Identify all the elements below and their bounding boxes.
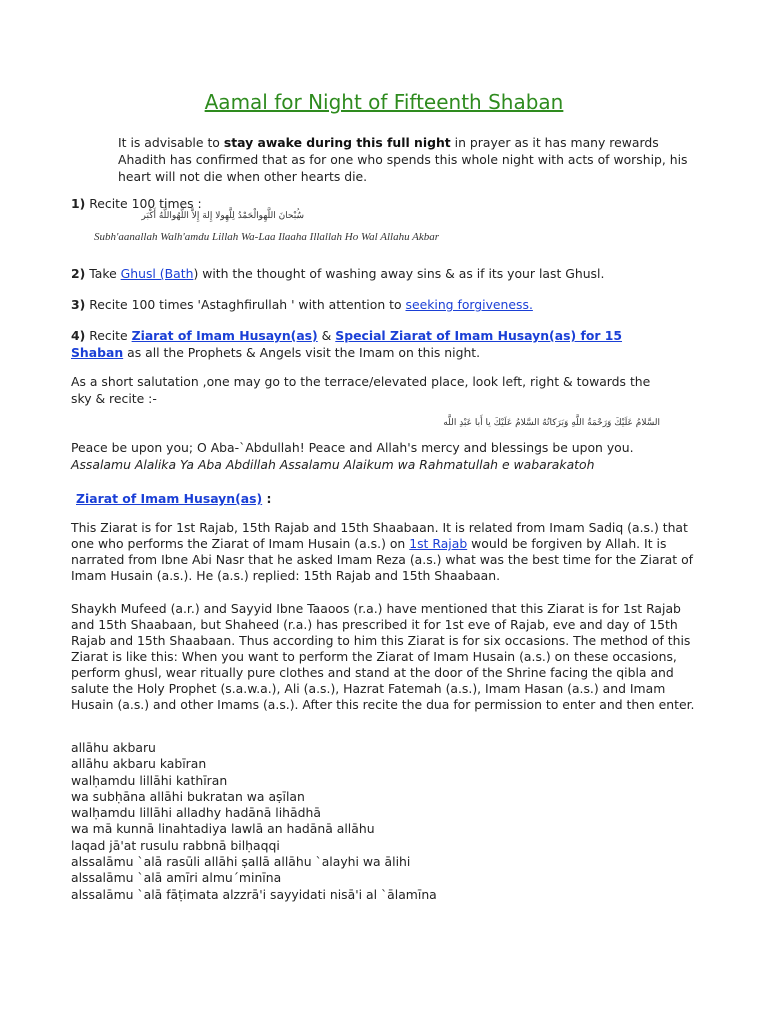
step-1-number: 1) xyxy=(71,196,86,211)
step-1-transliteration: Subh'aanallah Walh'amdu Lillah Wa-Laa Ilaaha Illallah Ho Wal Allahu Akbar xyxy=(94,231,440,243)
step-3 xyxy=(71,297,533,314)
step-3-number: 3) xyxy=(71,297,86,312)
dua-line: walḥamdu lillāhi alladhy hadānā lihādhā xyxy=(71,805,321,821)
first-rajab-link[interactable]: 1st Rajab xyxy=(409,536,468,551)
step-4-text-post: as all the Prophets & Angels visit the Imam on this night. xyxy=(123,344,481,360)
salutation-intro: As a short salutation ,one may go to the terrace/elevated place, look left, right & towards the sky & recite :- xyxy=(71,374,651,406)
dua-line: allāhu akbaru xyxy=(71,740,156,755)
intro-text-pre: It is advisable to xyxy=(118,135,224,150)
step-2-number: 2) xyxy=(71,266,86,281)
dua-line: alssalāmu `alā fāṭimata alzzrā'i sayyidati nisā'i al `ālamīna xyxy=(71,886,437,902)
salutation-arabic: السَّلامُ عَلَيْكَ وَرَحْمَةُ اللَّهِ وَبَرَكاتُهُ السَّلامُ عَلَيْكَ يا أَبا عَبْدِ اللَّه xyxy=(443,418,660,428)
seeking-forgiveness-link[interactable]: seeking forgiveness. xyxy=(405,297,533,312)
step-2 xyxy=(71,266,604,283)
intro-bold-text: stay awake during this full night xyxy=(223,135,451,150)
step-3-text: Recite 100 times 'Astaghfirullah ' with attention to xyxy=(85,297,406,312)
section-colon: : xyxy=(262,491,272,506)
step-4-text-pre: Recite xyxy=(85,328,132,343)
page-title: Aamal for Night of Fifteenth Shaban xyxy=(204,90,564,114)
dua-line: laqad jā'at rusulu rabbnā bilḥaqqi xyxy=(71,837,280,853)
ziarat-paragraph-2: Shaykh Mufeed (a.r.) and Sayyid Ibne Taaoos (r.a.) have mentioned that this Ziarat is for 1st Rajab and 15th Shaabaan, but Shaheed (r.a.) has prescribed it for 1st eve of Rajab, eve and day of 15th Rajab and 15th Shaabaan. Thus according to him this Ziarat is for six occasions. The method of this Ziarat is like this: When you want to perform the Ziarat of Imam Husain (a.s.) on these occasions, perform ghusl, wear ritually pure clothes and stand at the door of the Shrine facing the qibla and salute the Holy Prophet (s.a.w.a.), Ali (a.s.), Hazrat Fatemah (a.s.), Imam Hasan (a.s.) and Imam Husain (a.s.) and other Imams (a.s.). After this recite the dua for permission to enter and then enter. xyxy=(71,601,695,712)
dua-line: alssalāmu `alā amīri almu´minīna xyxy=(71,870,282,886)
step-4-number: 4) xyxy=(71,328,86,343)
ziarat-imam-husayn-link[interactable]: Ziarat of Imam Husayn(as) xyxy=(131,328,318,343)
section-ziarat-link[interactable]: Ziarat of Imam Husayn(as) xyxy=(76,491,263,506)
salutation-translation xyxy=(71,440,651,473)
para-1-text-post: would be forgiven by Allah. It is narrated from Ibne Abi Nasr that he asked Imam Reza (a.s.) what was the best time for the Ziarat of Imam Husain (a.s.). He (a.s.) replied: 15th Rajab and 15th Shaabaan. xyxy=(71,536,694,583)
dua-lines xyxy=(71,740,437,903)
step-4 xyxy=(71,328,631,361)
step-1-arabic: سُبْحانَ اللَّهِوالْحَمْدُ لِلَّهِولا إِلهَ إِلاَّ اللَّهُواللَّهُ أَكْبَر xyxy=(141,211,304,221)
special-ziarat-link[interactable]: Special Ziarat of Imam Husayn(as) for 15 Shaban xyxy=(71,328,623,360)
para-1-text-pre: This Ziarat is for 1st Rajab, 15th Rajab and 15th Shaabaan. It is related from Imam Sadiq (a.s.) that one who performs the Ziarat of Imam Husain (a.s.) on xyxy=(71,520,688,551)
section-heading xyxy=(76,491,271,508)
ghusl-link[interactable]: Ghusl (Bath xyxy=(120,266,194,281)
intro-paragraph xyxy=(118,134,708,185)
step-2-text-pre: Take xyxy=(85,266,121,281)
dua-line: allāhu akbaru kabīran xyxy=(71,756,207,772)
step-1-text: Recite 100 times : xyxy=(85,196,202,211)
step-2-text-post: ) with the thought of washing away sins & as if its your last Ghusl. xyxy=(193,266,605,281)
ziarat-paragraph-1 xyxy=(71,520,701,584)
dua-line: walḥamdu lillāhi kathīran xyxy=(71,772,228,788)
dua-line: wa mā kunnā linahtadiya lawlā an hadānā allāhu xyxy=(71,821,375,837)
dua-line: alssalāmu `alā rasūli allāhi ṣallā allāhu `alayhi wa ālihi xyxy=(71,854,411,870)
step-4-text-mid: & xyxy=(317,328,336,343)
dua-line: wa subḥāna allāhi bukratan wa aṣīlan xyxy=(71,788,305,804)
intro-text-post: in prayer as it has many rewards Ahadith has confirmed that as for one who spends this whole night with acts of worship, his heart will not die when other hearts die. xyxy=(118,135,688,184)
salutation-transliteration: Assalamu Alalika Ya Aba Abdillah Assalamu Alaikum wa Rahmatullah e wabarakatoh xyxy=(71,456,595,472)
salutation-translation-text: Peace be upon you; O Aba-`Abdullah! Peace and Allah's mercy and blessings be upon you. xyxy=(71,440,634,455)
